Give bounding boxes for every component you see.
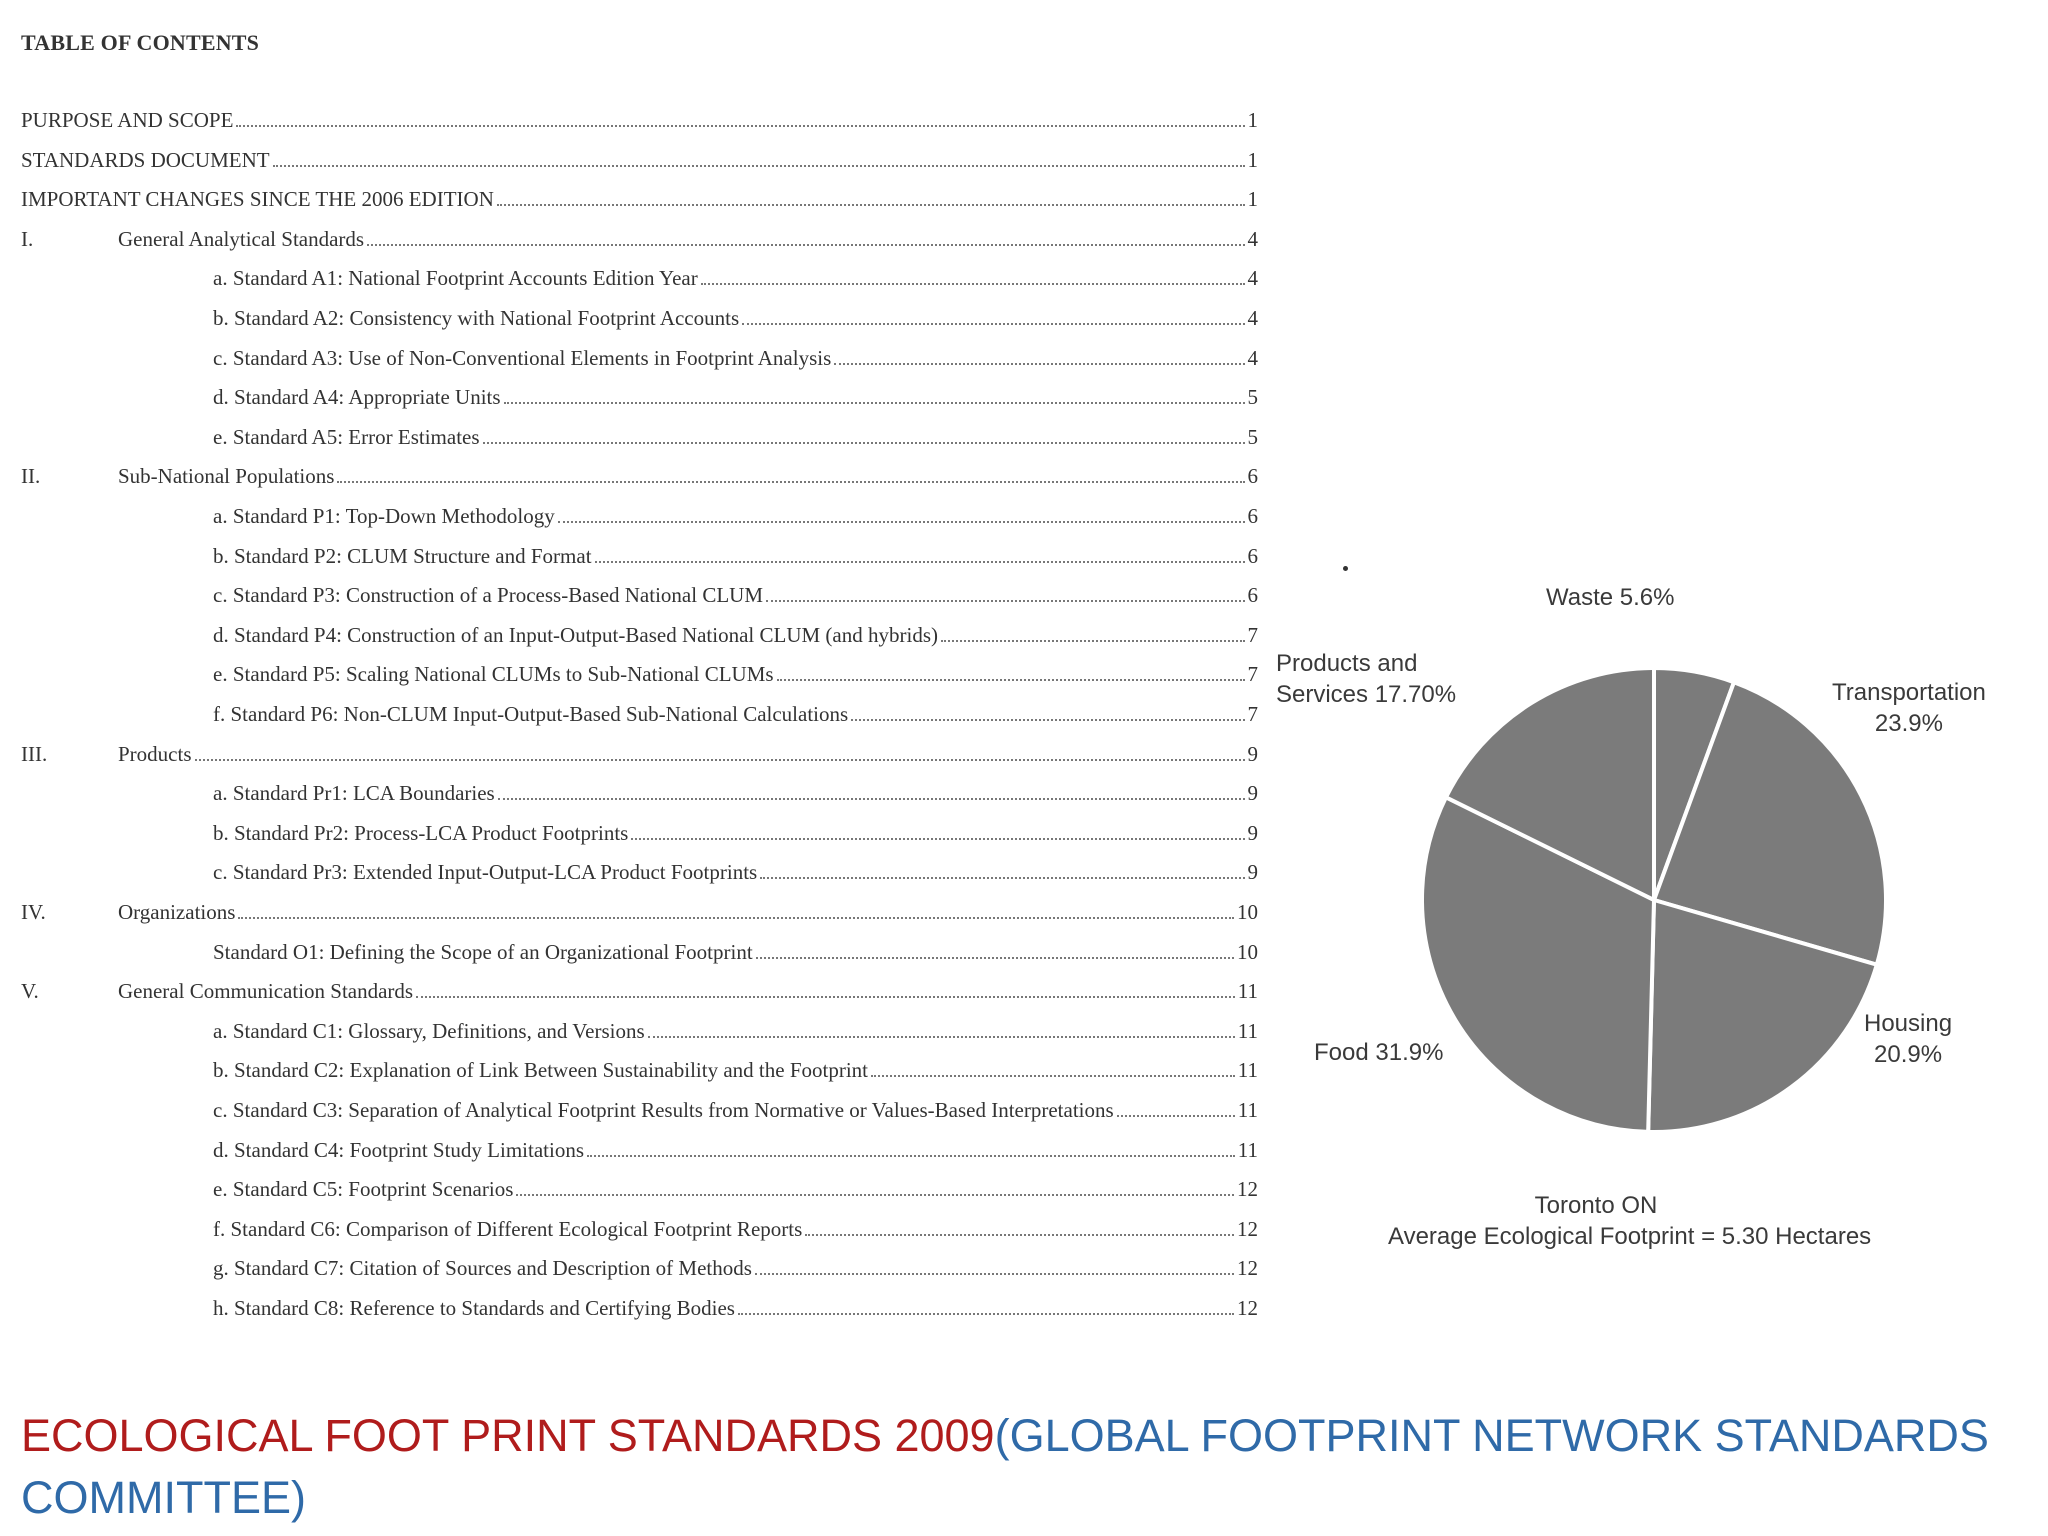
toc-leader-dots: [766, 600, 1245, 602]
toc-leader-dots: [516, 1194, 1234, 1196]
toc-entry-page: 12: [1237, 1296, 1258, 1320]
toc-entry[interactable]: [213, 1019, 1258, 1055]
toc-entry[interactable]: [213, 623, 1258, 659]
caption-title: ECOLOGICAL FOOT PRINT STANDARDS 2009: [21, 1410, 995, 1461]
toc-entry[interactable]: [21, 148, 1258, 184]
toc-leader-dots: [195, 759, 1245, 761]
toc-entry-text: d. Standard A4: Appropriate Units: [213, 385, 501, 410]
toc-entry-text: General Communication Standards: [118, 979, 414, 1004]
toc-entry-page: 11: [1237, 1058, 1258, 1083]
toc-entry[interactable]: [21, 108, 1258, 144]
label-housing-line1: Housing: [1864, 1010, 1953, 1037]
toc-entry-text: f. Standard P6: Non-CLUM Input-Output-Based Sub-National Calculations: [213, 702, 849, 726]
label-transportation-line2: 23.9%: [1874, 710, 1943, 737]
toc-entry-page: 6: [1247, 583, 1258, 608]
toc-entry-text: a. Standard C1: Glossary, Definitions, and Versions: [213, 1018, 645, 1043]
toc-leader-dots: [367, 244, 1244, 246]
toc-entry-page: 11: [1237, 1137, 1258, 1162]
toc-entry[interactable]: [213, 1058, 1258, 1094]
pie-caption-line1: Toronto ON: [1534, 1192, 1658, 1219]
label-transportation-line1: Transportation: [1832, 679, 1986, 706]
toc-leader-dots: [273, 165, 1245, 167]
toc-entry[interactable]: [21, 979, 1258, 1015]
label-products-line2: Services 17.70%: [1276, 681, 1457, 708]
toc-entry[interactable]: [213, 1177, 1258, 1213]
toc-entry[interactable]: [213, 940, 1258, 976]
toc-entry[interactable]: [21, 226, 1258, 263]
toc-entry[interactable]: [213, 544, 1258, 580]
toc-entry[interactable]: [213, 385, 1258, 421]
toc-leader-dots: [742, 323, 1244, 325]
toc-entry-text: a. Standard P1: Top-Down Methodology: [213, 504, 555, 528]
toc-entry-text: PURPOSE AND SCOPE: [21, 108, 234, 132]
toc-entry-text: IMPORTANT CHANGES SINCE THE 2006 EDITION: [21, 187, 494, 212]
toc-entry-text: g. Standard C7: Citation of Sources and Description of Methods: [213, 1256, 752, 1281]
toc-leader-dots: [587, 1155, 1235, 1157]
toc-entry-text: h. Standard C8: Reference to Standards and Certifying Bodies: [213, 1296, 735, 1320]
toc-leader-dots: [498, 798, 1245, 800]
toc-leader-dots: [756, 957, 1234, 959]
toc-entry-text: a. Standard A1: National Footprint Accounts Edition Year: [213, 266, 698, 291]
toc-entry-text: STANDARDS DOCUMENT: [21, 147, 270, 172]
toc-leader-dots: [834, 363, 1244, 365]
toc-entry[interactable]: [21, 187, 1258, 223]
toc-leader-dots: [760, 877, 1244, 879]
pie-caption: [1388, 1190, 1872, 1252]
toc-entry[interactable]: [213, 1217, 1258, 1253]
toc-entry-page: 7: [1247, 622, 1258, 647]
label-waste: Waste 5.6%: [1546, 584, 1675, 611]
toc-entry-page: 6: [1247, 543, 1258, 568]
toc-leader-dots: [805, 1234, 1234, 1236]
toc-entry-number: III.: [21, 741, 48, 766]
label-housing-line2: 20.9%: [1874, 1041, 1943, 1068]
toc-leader-dots: [238, 917, 1234, 919]
toc-leader-dots: [701, 283, 1245, 285]
toc-entry-page: 1: [1247, 187, 1258, 212]
toc-leader-dots: [755, 1273, 1234, 1275]
toc-leader-dots: [504, 402, 1245, 404]
toc-leader-dots: [871, 1075, 1235, 1077]
toc-entry-page: 4: [1247, 226, 1258, 251]
toc-leader-dots: [416, 996, 1235, 998]
toc-entry-page: 11: [1237, 1018, 1258, 1043]
label-housing: [1864, 1008, 1952, 1070]
toc-leader-dots: [497, 204, 1245, 206]
toc-entry[interactable]: [213, 266, 1258, 302]
toc-title: TABLE OF CONTENTS: [21, 30, 260, 55]
toc-entry-number: V.: [21, 979, 39, 1004]
toc-entry-text: d. Standard C4: Footprint Study Limitations: [213, 1137, 585, 1162]
toc-entry-page: 4: [1247, 306, 1258, 330]
toc-entry-text: b. Standard P2: CLUM Structure and Format: [213, 543, 592, 568]
toc-entry-page: 12: [1237, 1216, 1258, 1241]
toc-entry-page: 9: [1247, 741, 1258, 766]
toc-entry[interactable]: [21, 741, 1258, 778]
toc-entry-text: Standard O1: Defining the Scope of an Organizational Footprint: [213, 939, 753, 964]
toc-entry-text: Products: [118, 741, 192, 766]
toc-entry[interactable]: [213, 860, 1258, 896]
toc-entry[interactable]: [213, 662, 1258, 698]
toc-entry-page: 6: [1247, 504, 1258, 528]
toc-entry-page: 5: [1247, 424, 1258, 449]
toc-entry-text: General Analytical Standards: [118, 226, 365, 251]
toc-entry[interactable]: [213, 1138, 1258, 1174]
label-food: Food 31.9%: [1314, 1039, 1444, 1066]
toc-entry-page: 5: [1247, 385, 1258, 410]
toc-entry-text: c. Standard A3: Use of Non-Conventional Elements in Footprint Analysis: [213, 345, 832, 370]
toc-entry[interactable]: [213, 702, 1258, 738]
toc-entry-page: 10: [1237, 939, 1258, 964]
toc-entry-page: 9: [1247, 781, 1258, 806]
toc-entry-page: 10: [1237, 900, 1258, 924]
toc-entry-text: a. Standard Pr1: LCA Boundaries: [213, 781, 495, 806]
toc-entry-page: 9: [1247, 860, 1258, 885]
label-transportation: [1832, 677, 1986, 739]
toc-entry-text: d. Standard P4: Construction of an Input-Output-Based National CLUM (and hybrids): [213, 622, 938, 647]
toc-entry-text: b. Standard C2: Explanation of Link Between Sustainability and the Footprint: [213, 1058, 868, 1083]
toc-entry-text: Sub-National Populations: [118, 464, 335, 489]
toc-entry-page: 6: [1247, 464, 1258, 489]
toc-entry-page: 1: [1247, 147, 1258, 172]
toc-entry-number: IV.: [21, 900, 46, 924]
toc-entry[interactable]: [213, 425, 1258, 461]
toc-entry[interactable]: [213, 504, 1258, 540]
toc-leader-dots: [236, 125, 1244, 127]
toc-leader-dots: [1117, 1115, 1235, 1117]
pie-caption-line2: Average Ecological Footprint = 5.30 Hectares: [1388, 1223, 1872, 1250]
toc-entry-text: b. Standard A2: Consistency with National Footprint Accounts: [213, 306, 740, 330]
toc-entry-page: 7: [1247, 702, 1258, 726]
label-products-services: [1276, 648, 1456, 710]
toc-entry-text: c. Standard P3: Construction of a Process-Based National CLUM: [213, 583, 763, 608]
toc-entry-page: 4: [1247, 345, 1258, 370]
toc-leader-dots: [337, 481, 1244, 483]
toc-entry[interactable]: [213, 583, 1258, 619]
toc-entry-text: e. Standard P5: Scaling National CLUMs to Sub-National CLUMs: [213, 662, 774, 687]
toc-entry-page: 9: [1247, 820, 1258, 845]
toc-entry[interactable]: [213, 1256, 1258, 1292]
toc-entry[interactable]: [213, 346, 1258, 382]
toc-entry-page: 7: [1247, 662, 1258, 687]
toc-entry-text: e. Standard A5: Error Estimates: [213, 424, 480, 449]
toc-leader-dots: [777, 679, 1245, 681]
toc-entry-page: 12: [1237, 1177, 1258, 1202]
slide-caption: [21, 1405, 2021, 1529]
toc-entry-text: e. Standard C5: Footprint Scenarios: [213, 1177, 514, 1202]
toc-entry-text: c. Standard Pr3: Extended Input-Output-LCA Product Footprints: [213, 860, 758, 885]
toc-entry-page: 11: [1237, 1098, 1258, 1122]
toc-entry[interactable]: [21, 900, 1258, 936]
toc-entry-text: f. Standard C6: Comparison of Different Ecological Footprint Reports: [213, 1216, 803, 1241]
toc-entry[interactable]: [213, 821, 1258, 857]
toc-leader-dots: [941, 640, 1245, 642]
toc-leader-dots: [851, 719, 1244, 721]
toc-entry[interactable]: [21, 464, 1258, 500]
toc-entry[interactable]: [213, 306, 1258, 342]
toc-leader-dots: [558, 521, 1245, 523]
toc-entry-text: b. Standard Pr2: Process-LCA Product Footprints: [213, 820, 629, 845]
toc-entry[interactable]: [213, 1296, 1258, 1332]
toc-entry-page: 4: [1247, 266, 1258, 291]
pie-chart: [1270, 560, 2048, 1260]
toc-entry-page: 11: [1237, 979, 1258, 1004]
toc-entry-text: c. Standard C3: Separation of Analytical Footprint Results from Normative or Values-Based Interpretations: [213, 1098, 1114, 1122]
caption-subtitle: (GLOBAL FOOTPRINT NETWORK STANDARDS COMMITTEE): [21, 1410, 1989, 1523]
toc-entry[interactable]: [213, 1098, 1258, 1134]
toc-entry-number: I.: [21, 226, 34, 251]
label-products-line1: Products and: [1276, 650, 1418, 677]
toc-leader-dots: [648, 1036, 1235, 1038]
toc-leader-dots: [483, 442, 1245, 444]
toc-leader-dots: [631, 838, 1244, 840]
toc-entry-text: Organizations: [118, 900, 236, 924]
toc-entry-page: 1: [1247, 108, 1258, 132]
toc-entry-page: 12: [1237, 1256, 1258, 1281]
toc-entry-number: II.: [21, 464, 41, 489]
toc-leader-dots: [738, 1313, 1234, 1315]
toc-entry[interactable]: [213, 781, 1258, 817]
toc-leader-dots: [595, 561, 1245, 563]
